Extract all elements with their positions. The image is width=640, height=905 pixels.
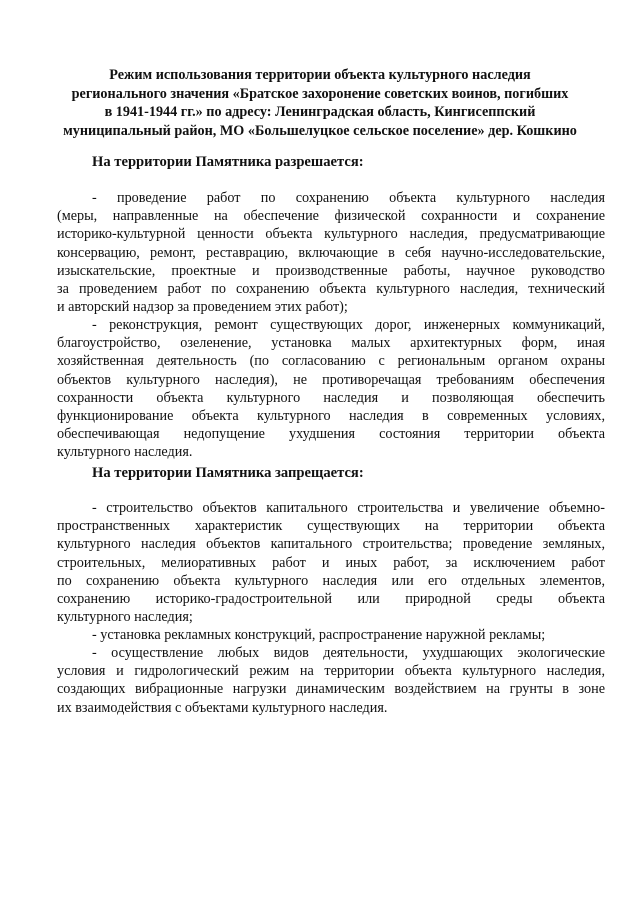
paragraph-line: и авторский надзор за проведением этих работ); [57, 299, 348, 316]
paragraph-line: обеспечивающая недопущение ухудшения состояния территории объекта [57, 426, 605, 443]
document-title [56, 66, 584, 140]
allowed-heading: На территории Памятника разрешается: [92, 154, 364, 170]
paragraph-line: хозяйственная деятельность (по согласованию с региональным органом охраны [57, 353, 605, 370]
paragraph-line: (меры, направленные на обеспечение физической сохранности и сохранение [57, 208, 605, 225]
paragraph-line: - проведение работ по сохранению объекта культурного наследия [92, 190, 605, 206]
paragraph-line: - установка рекламных конструкций, распространение наружной рекламы; [92, 627, 546, 643]
paragraph-line: культурного наследия объектов капитального строительства; проведение земляных, [57, 536, 605, 553]
paragraph-line: создающих вибрационные нагрузки динамическим воздействием на грунты в зоне [57, 681, 605, 698]
forbidden-item-construction [57, 499, 605, 626]
paragraph-line: за проведением работ по сохранению объекта культурного наследия, технический [57, 280, 605, 297]
paragraph-line: функционирование объекта культурного наследия в современных условиях, [57, 407, 605, 424]
paragraph-line: историко-культурной ценности объекта культурного наследия, предусматривающие [57, 226, 605, 243]
paragraph-line: пространственных характеристик существующих на территории объекта [57, 518, 605, 535]
paragraph-line: изыскательские, проектные и производственные работы, научное руководство [57, 262, 605, 279]
paragraph-line: условия и гидрологический режим на территории объекта культурного наследия, [57, 663, 605, 680]
paragraph-line: их взаимодействия с объектами культурного наследия. [57, 699, 388, 716]
paragraph-line: объектов культурного наследия), не противоречащая требованиям обеспечения [57, 371, 605, 388]
forbidden-heading: На территории Памятника запрещается: [92, 465, 364, 481]
paragraph-line: культурного наследия; [57, 609, 193, 626]
paragraph-line: - осуществление любых видов деятельности, ухудшающих экологические [92, 645, 605, 661]
paragraph-line: по сохранению объекта культурного наследия или его отдельных элементов, [57, 572, 605, 589]
forbidden-item-advertising [57, 626, 605, 644]
allowed-item-reconstruction [57, 316, 605, 462]
paragraph-line: сохранению историко-градостроительной или природной среды объекта [57, 590, 605, 607]
paragraph-line: консервацию, ремонт, реставрацию, включающие в себя научно-исследовательские, [57, 244, 605, 261]
title-line: в 1941-1944 гг.» по адресу: Ленинградская область, Кингисеппский [104, 104, 536, 121]
title-line: Режим использования территории объекта культурного наследия [109, 67, 531, 83]
paragraph-line: благоустройство, озеленение, установка малых архитектурных форм, иная [57, 335, 605, 352]
paragraph-line: сохранности объекта культурного наследия и позволяющая обеспечить [57, 389, 605, 406]
paragraph-line: - строительство объектов капитального строительства и увеличение объемно- [92, 500, 605, 516]
paragraph-line: - реконструкция, ремонт существующих дорог, инженерных коммуникаций, [92, 317, 605, 333]
allowed-item-conservation [57, 189, 605, 316]
title-line: муниципальный район, МО «Большелуцкое сельское поселение» дер. Кошкино [63, 122, 577, 139]
paragraph-line: строительных, мелиоративных работ и иных работ, за исключением работ [57, 554, 605, 571]
paragraph-line: культурного наследия. [57, 444, 193, 461]
title-line: регионального значения «Братское захоронение советских воинов, погибших [71, 85, 569, 102]
forbidden-item-ecology [57, 644, 605, 717]
